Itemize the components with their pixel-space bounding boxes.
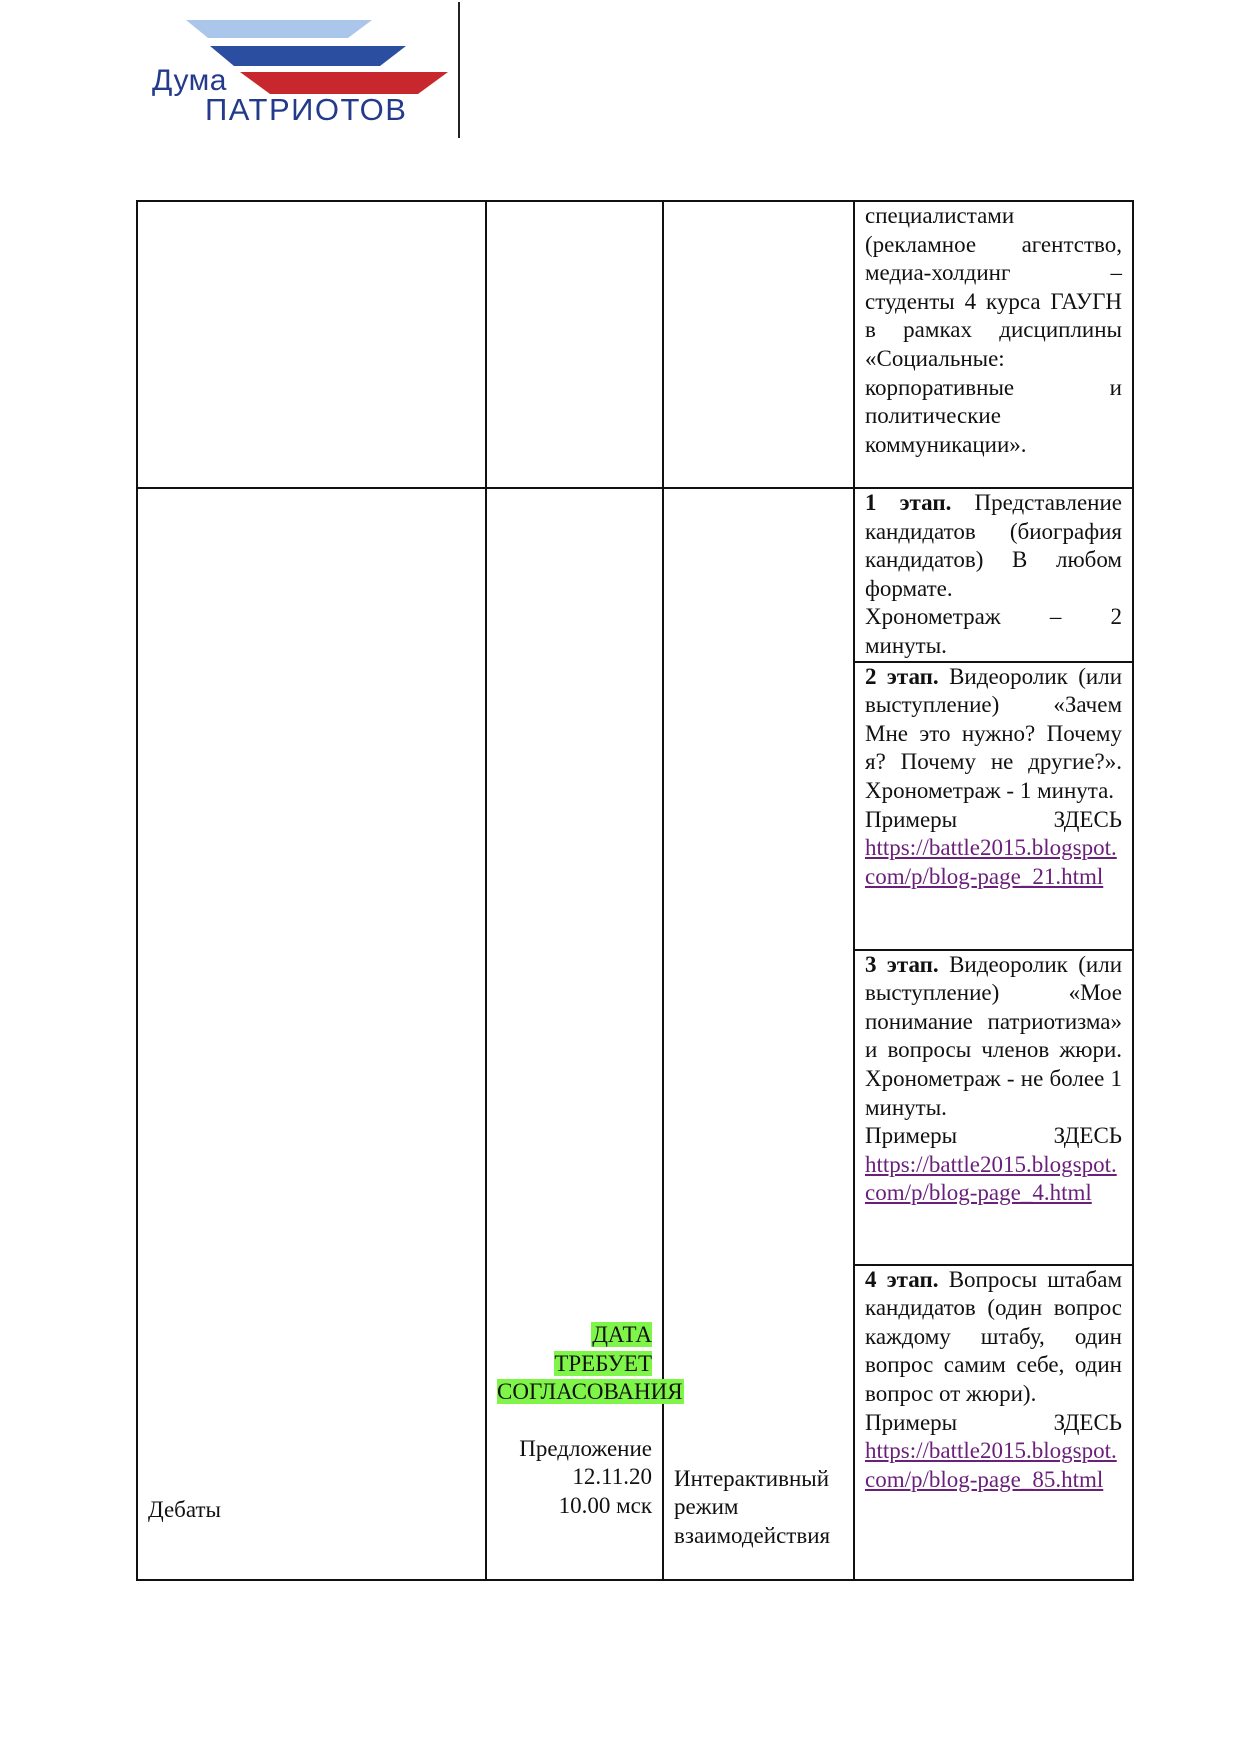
logo-stripe-red: [240, 72, 448, 94]
event-date-cell: [486, 488, 683, 1580]
stage-cell: [854, 950, 1133, 1265]
row1-description-cell: [854, 201, 1133, 488]
table-cell-empty: [663, 201, 854, 488]
stage-examples-link[interactable]: https://battle2015.blogspot.com/p/blog-page_4.html: [865, 1151, 1117, 1206]
stage-cell: [854, 1265, 1133, 1580]
date-highlight-wrap: [497, 1321, 683, 1407]
table-row: [137, 201, 1133, 488]
row1-description: специалистами (рекламное агентство, медиа-холдинг – студенты 4 курса ГАУГН в рамках дисциплины «Социальные: корпоративные и политические коммуникации».: [865, 203, 1122, 457]
stage-text: Видеоролик (или выступление) «Мое понимание патриотизма» и вопросы членов жюри. Хронометраж - не более 1 минуты.: [865, 951, 1122, 1120]
schedule-table: [136, 200, 1134, 1581]
logo-text-duma: Дума: [152, 64, 227, 97]
stage-cell: [854, 662, 1133, 950]
logo-stripe-light: [186, 20, 372, 38]
stage-examples: Примеры ЗДЕСЬ: [865, 1409, 1122, 1435]
stage-cell: [854, 488, 1133, 662]
logo-stripe-blue: [210, 46, 406, 66]
stage-examples-link[interactable]: https://battle2015.blogspot.com/p/blog-page_85.html: [865, 1438, 1117, 1492]
stage-label: 3 этап.: [865, 951, 939, 977]
header-divider: [458, 2, 460, 138]
stage-examples: Примеры ЗДЕСЬ: [865, 806, 1122, 832]
event-name-cell: [137, 488, 486, 1580]
table-row: [137, 488, 1133, 662]
proposal-date: 12.11.20: [572, 1464, 652, 1490]
logo: [150, 18, 460, 138]
stage-text: Представление кандидатов (биография кандидатов) В любом формате.: [865, 490, 1123, 601]
stage-label: 4 этап.: [865, 1266, 939, 1292]
proposal-time: 10.00 мск: [558, 1492, 652, 1518]
event-mode: Интерактивный режим взаимодействия: [674, 1465, 831, 1548]
stage-text: Видеоролик (или выступление) «Зачем Мне это нужно? Почему я? Почему не другие?». Хронометраж - 1 минута.: [865, 663, 1122, 803]
stage-examples-link[interactable]: https://battle2015.blogspot.com/p/blog-page_21.html: [865, 835, 1117, 889]
stage-label: 2 этап.: [865, 663, 939, 689]
stage-label: 1 этап.: [865, 490, 952, 515]
event-name: Дебаты: [148, 1496, 221, 1522]
table-cell-empty: [137, 201, 486, 488]
event-mode-cell: [663, 488, 854, 1580]
date-highlight: ДАТА ТРЕБУЕТ СОГЛАСОВАНИЯ: [497, 1322, 683, 1405]
stage-duration: Хронометраж – 2 минуты.: [865, 604, 1122, 658]
table-cell-empty: [486, 201, 663, 488]
logo-text-patriots: ПАТРИОТОВ: [205, 92, 408, 127]
proposal-label: Предложение: [519, 1435, 652, 1461]
stage-examples: Примеры ЗДЕСЬ: [865, 1123, 1122, 1149]
stage-text: Вопросы штабам кандидатов (один вопрос каждому штабу, один вопрос самим себе, один вопрос от жюри).: [865, 1266, 1123, 1406]
